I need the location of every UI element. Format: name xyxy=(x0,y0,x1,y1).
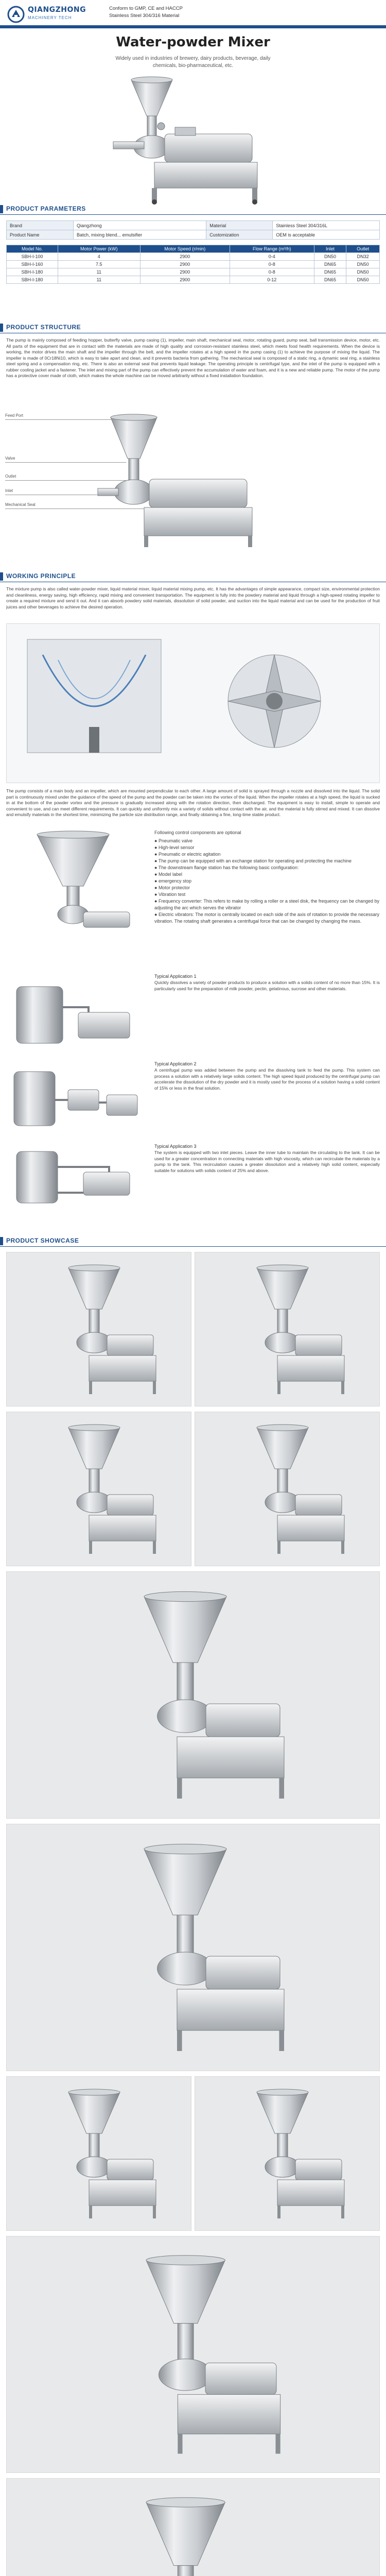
parameters-table xyxy=(6,221,380,240)
table-cell: DN32 xyxy=(346,253,380,261)
application-title: Typical Application 3 xyxy=(154,1144,197,1149)
title-desc-line: Widely used in industries of brewery, dairy products, beverage, daily xyxy=(115,56,271,61)
mixer-photo-illustration xyxy=(7,1252,191,1406)
table-row xyxy=(7,230,380,240)
mixer-photo-illustration xyxy=(7,1572,380,1819)
table-cell: 0-8 xyxy=(230,268,314,276)
section-title: PRODUCT STRUCTURE xyxy=(6,324,81,331)
principle-diagram xyxy=(6,623,380,783)
showcase-photo xyxy=(6,2076,191,2231)
mixer-photo-illustration xyxy=(7,2077,191,2231)
table-cell: DN50 xyxy=(346,261,380,268)
column-header: Outlet xyxy=(346,245,380,253)
principle-text-2: The pump consists of a main body and an impeller, which are mounted perpendicular to each other. A large amount of solid is sprayed through a nozzle and dissolved into the liquid. The solid part is continuously mixed under the guidance of the speed of the pump and the powder can be taken into the vortex of the liquid. When the impeller rotates at a high speed, the liquid is sucked in at the bottom of the powder vortex and the pressure is gradually increased along with the rotation direction, then discharged. The equipment is easy to install, simple to operate and convenient to use, and can meet different requirements. It can quickly and uniformly mix a variety of solids without contact with the air, and the material is fully stirred and mixed. It can dissolve and emulsify materials in the shortest time, minimizing the particle size distribution range, and finally obtaining a fine, long-time stable product. xyxy=(6,788,380,817)
column-header: Motor Speed (r/min) xyxy=(140,245,230,253)
application-title: Typical Application 1 xyxy=(154,974,197,979)
table-cell: SBH-I-100 xyxy=(7,253,58,261)
feature-item: ● Pneumatic or electric agitation xyxy=(154,852,221,857)
table-cell: 2900 xyxy=(140,268,230,276)
mixer-photo-illustration xyxy=(7,2236,380,2473)
table-cell: SBH-I-160 xyxy=(7,261,58,268)
page-header xyxy=(0,0,386,28)
section-title: PRODUCT PARAMETERS xyxy=(6,205,86,212)
showcase-photo xyxy=(195,1252,380,1406)
table-cell: 7.5 xyxy=(58,261,140,268)
cert-line: Conform to GMP, CE and HACCP xyxy=(109,6,183,11)
hopper-illustration xyxy=(6,829,145,938)
feature-item: ● Pneumatic valve xyxy=(154,838,192,843)
column-header: Motor Power (kW) xyxy=(58,245,140,253)
table-cell: SBH-I-180 xyxy=(7,276,58,284)
structure-diagram xyxy=(0,407,386,554)
showcase-photo xyxy=(6,2478,380,2576)
table-row xyxy=(7,261,380,268)
feature-item: ● Electric vibrators: The motor is centrally located on each side of the axis of rotation to provide the necessary vibration. The rotating shaft generates a centrifugal force that can be changed by changing the mass. xyxy=(154,912,379,924)
label-feed-port: Feed Port xyxy=(5,413,24,418)
column-header: Model No. xyxy=(7,245,58,253)
application-2-illustration xyxy=(6,1059,145,1136)
application-3-illustration xyxy=(6,1141,145,1213)
mixer-photo-illustration xyxy=(7,1412,191,1566)
application-3 xyxy=(154,1144,380,1174)
table-cell: 2900 xyxy=(140,253,230,261)
mixer-photo-illustration xyxy=(7,2479,380,2576)
param-label: Product Name xyxy=(7,230,74,240)
showcase-photo xyxy=(6,1412,191,1566)
cert-line: Stainless Steel 304/316 Material xyxy=(109,13,180,19)
feature-item: ● Vibration test xyxy=(154,892,186,897)
application-1 xyxy=(154,974,380,992)
feature-item: ● emergency stop xyxy=(154,878,191,884)
table-row xyxy=(7,276,380,284)
table-cell: DN65 xyxy=(314,276,346,284)
label-outlet: Outlet xyxy=(5,474,16,479)
feature-item: ● High-level sensor xyxy=(154,845,195,850)
logo-icon xyxy=(7,6,25,23)
hero-machine-image xyxy=(0,70,386,206)
section-title: WORKING PRINCIPLE xyxy=(6,572,76,580)
structure-text: The pump is mainly composed of feeding hopper, butterfly valve, pump casing (1), impeller, main shaft, mechanical seal, motor, rotating guard, pump seat, ball transmission device, motor, etc. All parts of the equipment that are in contact with the materials are made of high quality and corrosion-resistant stainless steel, which meets food health requirements. When the device is working, the motor drives the main shaft and the impeller through the belt, and the impeller rotates at a high speed in the pump casing (1) to achieve the purpose of mixing the liquid. The impeller is made of 0Cr18Ni10, which is easy to take apart and clean, and it prevents bacteria from gathering. The mechanical seal is composed of a static ring, a dynamic seal ring, a stainless steel spring and a compensation ring, etc. There is also an external seal that prevents liquid leakage. The operating principle is centrifugal type, and the inlet of the pump is equipped with a rubber cooling jacket and a fastener. The inlet and mixing part of the pump can effectively prevent the accumulation of water and foam, and it is a new and reliable pump. The motor of the pump has a protective cover made of cloth, which makes the whole machine can be moved arbitrarily without a fixed installation foundation. xyxy=(6,337,380,378)
table-row xyxy=(7,221,380,230)
column-header: Inlet xyxy=(314,245,346,253)
section-heading-parameters xyxy=(0,204,386,215)
application-text: A centrifugal pump was added between the pump and the dissolving tank to feed the pump. This system can process a solution with a relatively large solids content. The high speed liquid produced by the centrifugal pump can accelerate the dissolution of the dry powder and it is mostly used for the process of a solution having a solid content of 15% or less in the final solution. xyxy=(154,1067,380,1091)
mixer-photo-illustration xyxy=(195,2077,380,2231)
table-cell: DN50 xyxy=(314,253,346,261)
application-3-image xyxy=(6,1141,145,1213)
column-header: Flow Range (m³/h) xyxy=(230,245,314,253)
application-1-image xyxy=(6,971,145,1054)
param-value: Qiangzhong xyxy=(74,221,206,230)
application-text: The system is equipped with two inlet pieces. Leave the inner tube to maintain the circulating to the tank. It can be used for a greater concentration in connecting materials with high viscosity, which can recirculate the materials by a pump to the tank. This recirculation causes a greater dissolution and a relatively high solid content, especially suitable for solutions with solids content of 25% and above. xyxy=(154,1150,380,1173)
showcase-photo xyxy=(6,1824,380,2071)
title-block xyxy=(0,28,386,70)
brand-sub: MACHINERY TECH xyxy=(28,15,72,20)
table-cell: 0-4 xyxy=(230,253,314,261)
specs-table xyxy=(6,245,380,284)
certification-text xyxy=(109,5,183,20)
section-title: PRODUCT SHOWCASE xyxy=(6,1237,79,1244)
application-2 xyxy=(154,1061,380,1091)
table-cell: 11 xyxy=(58,268,140,276)
showcase-photo xyxy=(195,2076,380,2231)
feature-item: ● The downstream flange station has the following basic configuration: xyxy=(154,865,299,870)
features-list xyxy=(154,829,380,925)
brand-name: QIANGZHONG xyxy=(28,6,86,14)
application-2-image xyxy=(6,1059,145,1136)
param-label: Material xyxy=(206,221,273,230)
table-row xyxy=(7,253,380,261)
table-cell: DN50 xyxy=(346,276,380,284)
param-label: Customization xyxy=(206,230,273,240)
table-cell: DN50 xyxy=(346,268,380,276)
table-cell: SBH-I-180 xyxy=(7,268,58,276)
table-cell: 2900 xyxy=(140,276,230,284)
section-heading-structure xyxy=(0,322,386,333)
title-description xyxy=(0,55,386,70)
features-intro: Following control components are optional xyxy=(154,830,241,835)
section-heading-showcase xyxy=(0,1235,386,1247)
table-row xyxy=(7,268,380,276)
mixer-photo-illustration xyxy=(7,1824,380,2071)
param-value: Stainless Steel 304/316L xyxy=(273,221,380,230)
mixer-photo-illustration xyxy=(195,1412,380,1566)
table-cell: DN65 xyxy=(314,268,346,276)
page-title: Water-powder Mixer xyxy=(116,35,270,50)
hopper-mixer-image xyxy=(6,829,145,938)
application-1-illustration xyxy=(6,971,145,1054)
feature-item: ● Model label xyxy=(154,872,182,877)
param-label: Brand xyxy=(7,221,74,230)
showcase-photo xyxy=(6,1252,191,1406)
section-heading-principle xyxy=(0,571,386,582)
table-cell: 0-8 xyxy=(230,261,314,268)
mixer-machine-illustration xyxy=(0,70,386,206)
title-desc-line: chemicals, bio-pharmaceutical, etc. xyxy=(152,63,234,69)
table-cell: DN65 xyxy=(314,261,346,268)
feature-item: ● Frequency converter: This refers to make by rolling a roller or a steel disk, the frequency can be changed by adjusting the arc which serves the vibrator xyxy=(154,899,379,910)
brand-logo xyxy=(7,5,84,24)
table-cell: 11 xyxy=(58,276,140,284)
application-text: Quickly dissolves a variety of powder products to produce a solution with a solids content of no more than 15%. It is particularly used for the preparation of milk powder, pectin, gelatinous, sucrose and other materials. xyxy=(154,980,380,991)
table-cell: 0-12 xyxy=(230,276,314,284)
param-value: OEM is acceptable xyxy=(273,230,380,240)
table-cell: 2900 xyxy=(140,261,230,268)
label-inlet: Inlet xyxy=(5,488,13,493)
feature-item: ● The pump can be equipped with an exchange station for operating and protecting the machine xyxy=(154,858,352,863)
showcase-photo xyxy=(6,2236,380,2473)
principle-text: The mixture pump is also called water-powder mixer, liquid material mixer, liquid material mixing pump, etc. It has the advantages of simple appearance, compact size, environmental protection and cleanliness, energy saving, high efficiency, rapid mixing and convenient transportation. The equipment is fully into the powdery material and liquid through a high-speed rotating impeller to create a required mixture and send it out. And it can absorb powdery solid materials, dissolution of solid powder, and suction into the liquid material and can be used for the production of fruit juices and other beverages to achieve the desired operation. xyxy=(6,586,380,609)
label-mechanical-seal: Mechanical Seal xyxy=(5,502,36,507)
feature-item: ● Motor protector xyxy=(154,885,190,890)
param-value: Batch, mixing blend... emulsifier xyxy=(74,230,206,240)
application-title: Typical Application 2 xyxy=(154,1061,197,1066)
showcase-photo xyxy=(195,1412,380,1566)
showcase-photo xyxy=(6,1571,380,1819)
table-cell: 4 xyxy=(58,253,140,261)
principle-illustration xyxy=(7,624,380,783)
mixer-photo-illustration xyxy=(195,1252,380,1406)
label-valve: Valve xyxy=(5,456,15,461)
parameters-table-wrap xyxy=(6,221,380,284)
table-header-row xyxy=(7,245,380,253)
